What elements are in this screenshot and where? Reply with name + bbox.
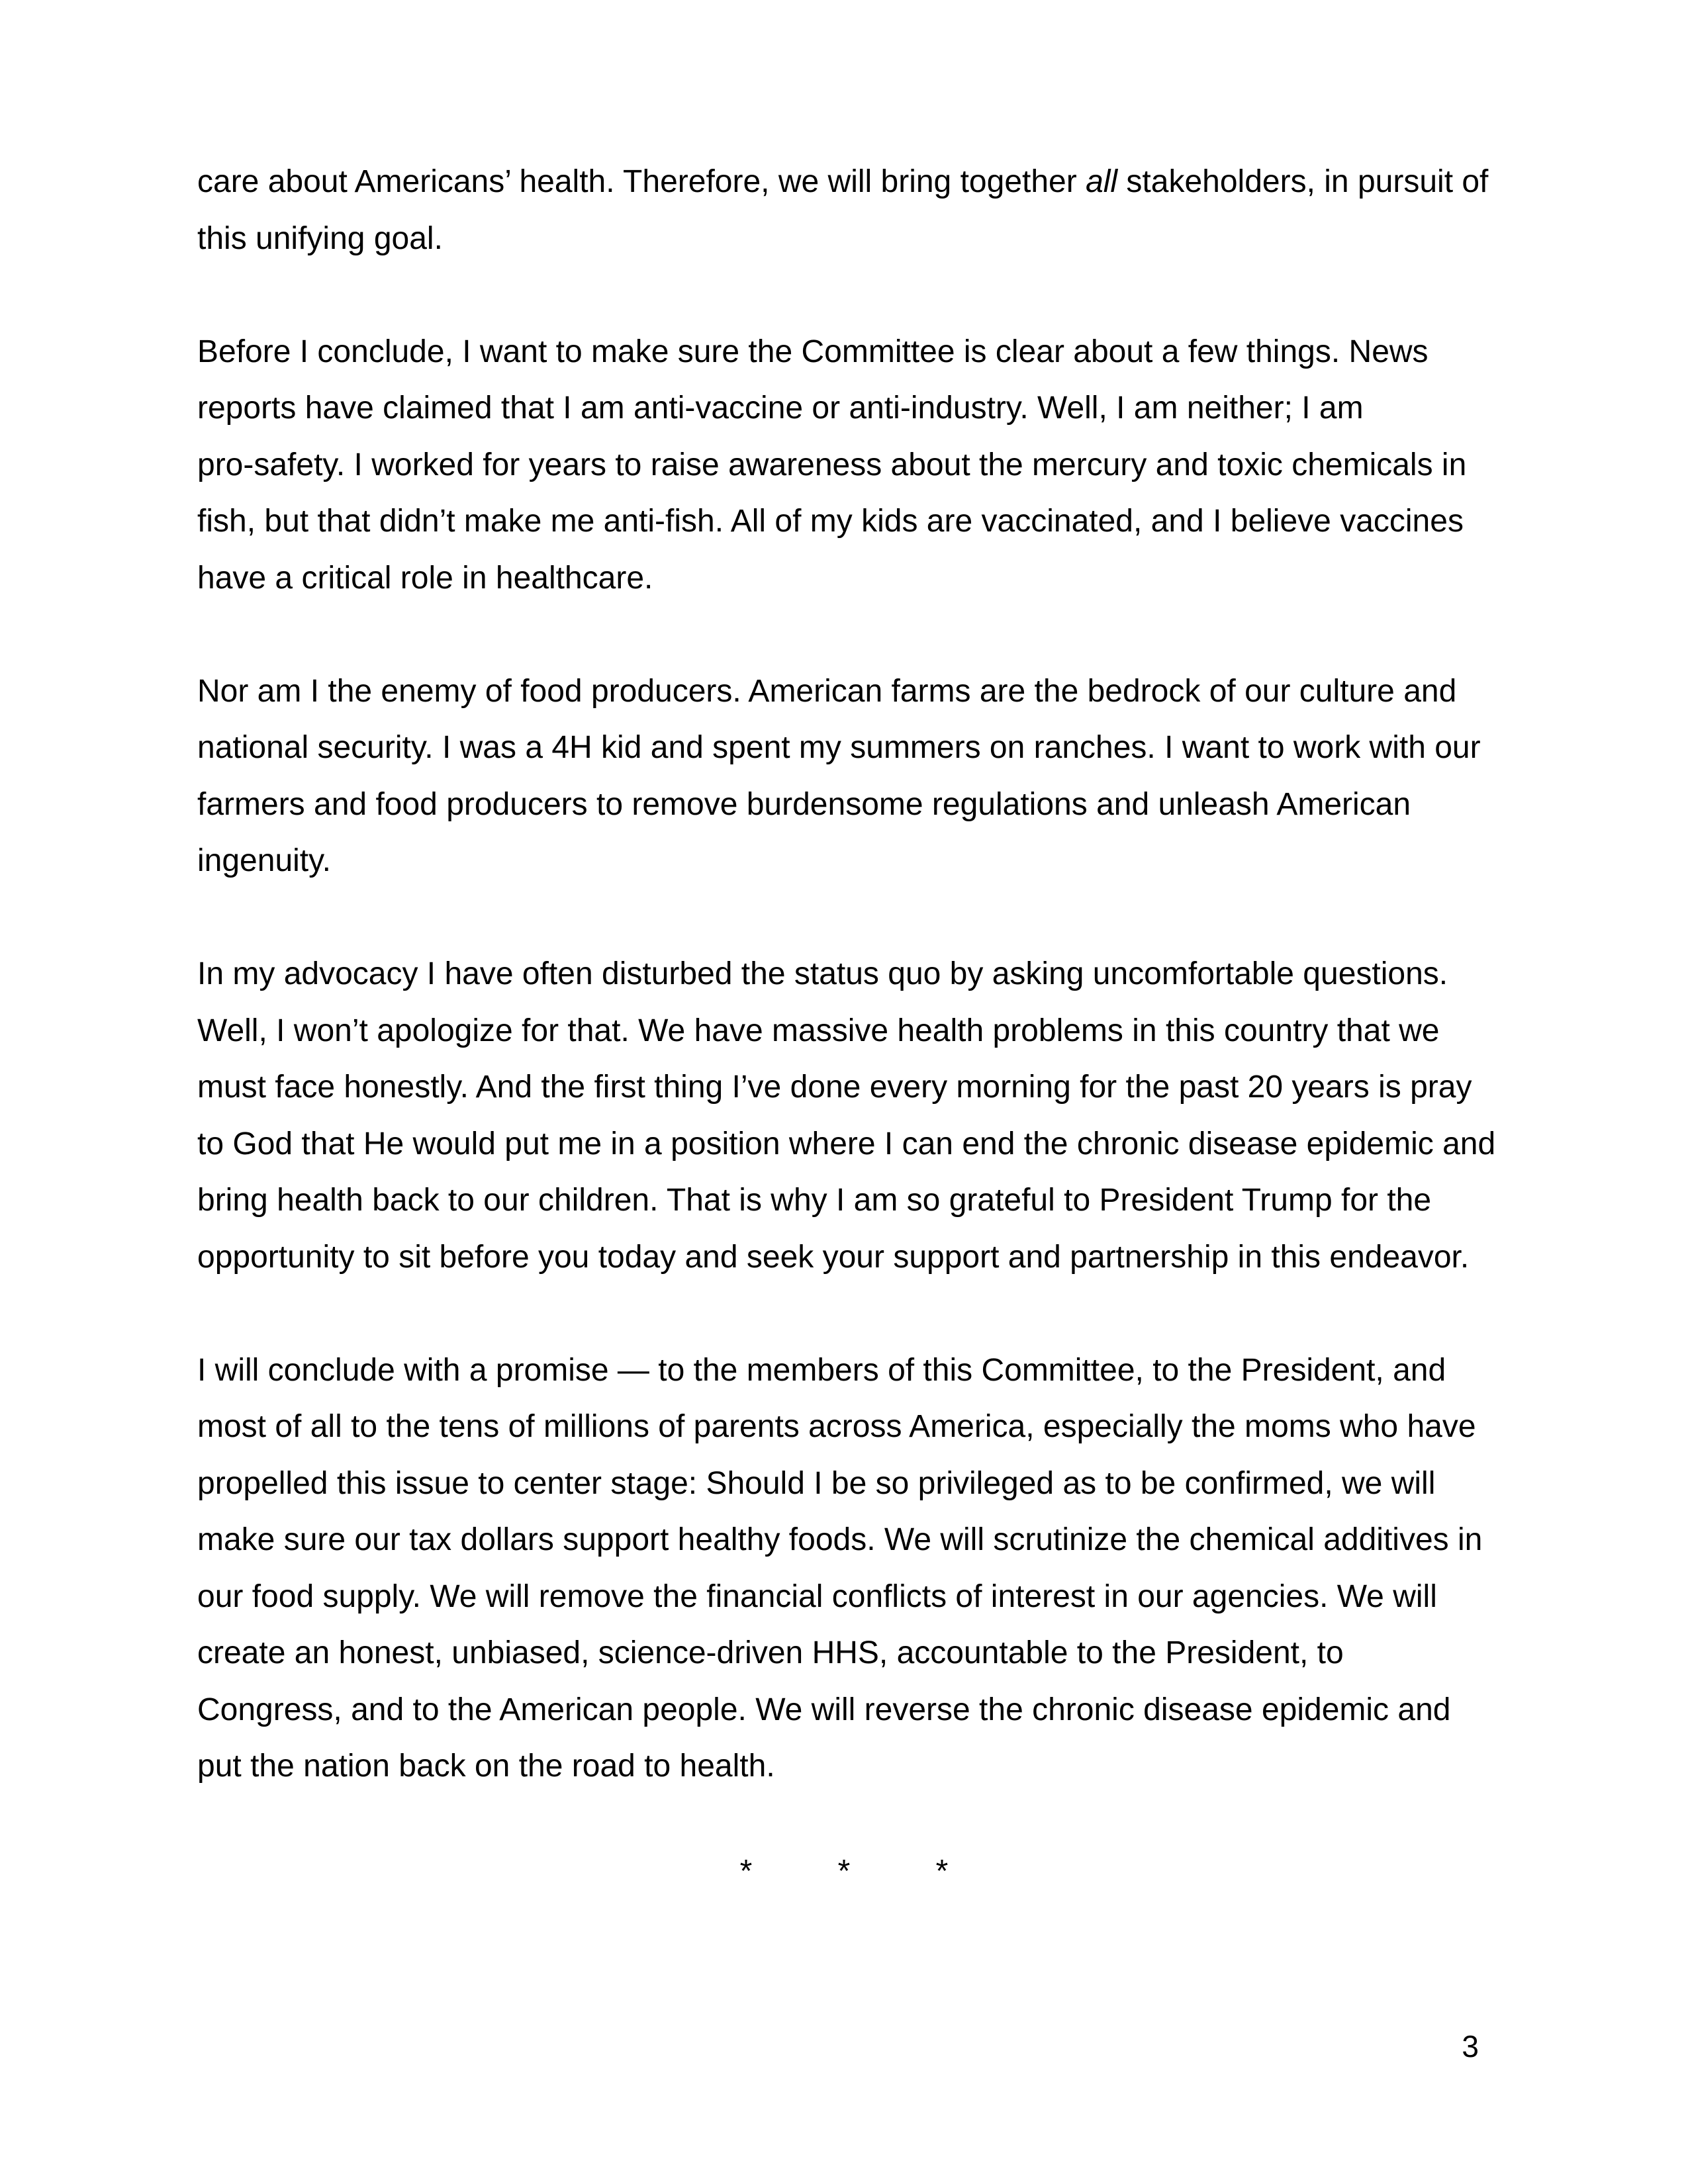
- text-line: ingenuity.: [197, 843, 331, 878]
- text-line: have a critical role in healthcare.: [197, 560, 653, 596]
- text-line: to God that He would put me in a position where I can end the chronic disease epidemic and: [197, 1126, 1496, 1161]
- text-line: I will conclude with a promise — to the members of this Committee, to the President, and: [197, 1352, 1446, 1388]
- text-line: this unifying goal.: [197, 220, 443, 256]
- text-span: stakeholders, in pursuit of: [1117, 164, 1489, 199]
- text-line: Nor am I the enemy of food producers. American farms are the bedrock of our culture and: [197, 673, 1457, 709]
- text-line: most of all to the tens of millions of parents across America, especially the moms who have: [197, 1409, 1476, 1444]
- text-line: propelled this issue to center stage: Should I be so privileged as to be confirmed, we will: [197, 1465, 1436, 1501]
- text-line: [197, 154, 1548, 210]
- section-separator: [0, 1843, 1688, 1899]
- text-line: fish, but that didn’t make me anti-fish. All of my kids are vaccinated, and I believe vaccines: [197, 504, 1464, 539]
- paragraph-4: [197, 946, 1548, 1285]
- paragraph-5: [197, 1342, 1548, 1795]
- text-span: care about Americans’ health. Therefore, we will bring together: [197, 164, 1086, 199]
- text-line: pro-safety. I worked for years to raise awareness about the mercury and toxic chemicals in: [197, 447, 1467, 482]
- text-line: create an honest, unbiased, science-driven HHS, accountable to the President, to: [197, 1635, 1344, 1670]
- text-line: In my advocacy I have often disturbed the status quo by asking uncomfortable questions.: [197, 956, 1448, 991]
- text-line: Congress, and to the American people. We will reverse the chronic disease epidemic and: [197, 1692, 1451, 1727]
- text-line: put the nation back on the road to health.: [197, 1749, 775, 1784]
- separator-asterisk: *: [739, 1854, 753, 1889]
- page-number: 3: [1462, 2029, 1479, 2064]
- paragraph-1: [197, 154, 1548, 267]
- paragraph-2: [197, 324, 1548, 607]
- text-line: bring health back to our children. That is why I am so grateful to President Trump for the: [197, 1183, 1432, 1218]
- text-line: make sure our tax dollars support healthy foods. We will scrutinize the chemical additives in: [197, 1522, 1483, 1557]
- text-line: Before I conclude, I want to make sure the Committee is clear about a few things. News: [197, 334, 1429, 369]
- italic-emphasis: all: [1086, 164, 1118, 199]
- text-line: opportunity to sit before you today and seek your support and partnership in this endeavor.: [197, 1239, 1470, 1275]
- separator-asterisk: *: [935, 1854, 949, 1889]
- text-line: reports have claimed that I am anti-vaccine or anti-industry. Well, I am neither; I am: [197, 390, 1364, 426]
- paragraph-3: [197, 663, 1548, 889]
- text-line: our food supply. We will remove the financial conflicts of interest in our agencies. We will: [197, 1578, 1437, 1614]
- body-text: [197, 154, 1548, 1851]
- text-line: Well, I won’t apologize for that. We have massive health problems in this country that we: [197, 1013, 1440, 1048]
- text-line: farmers and food producers to remove burdensome regulations and unleash American: [197, 786, 1411, 822]
- separator-asterisk: *: [837, 1854, 851, 1889]
- text-line: national security. I was a 4H kid and spent my summers on ranches. I want to work with our: [197, 730, 1481, 765]
- text-line: must face honestly. And the first thing I’ve done every morning for the past 20 years is pray: [197, 1069, 1472, 1105]
